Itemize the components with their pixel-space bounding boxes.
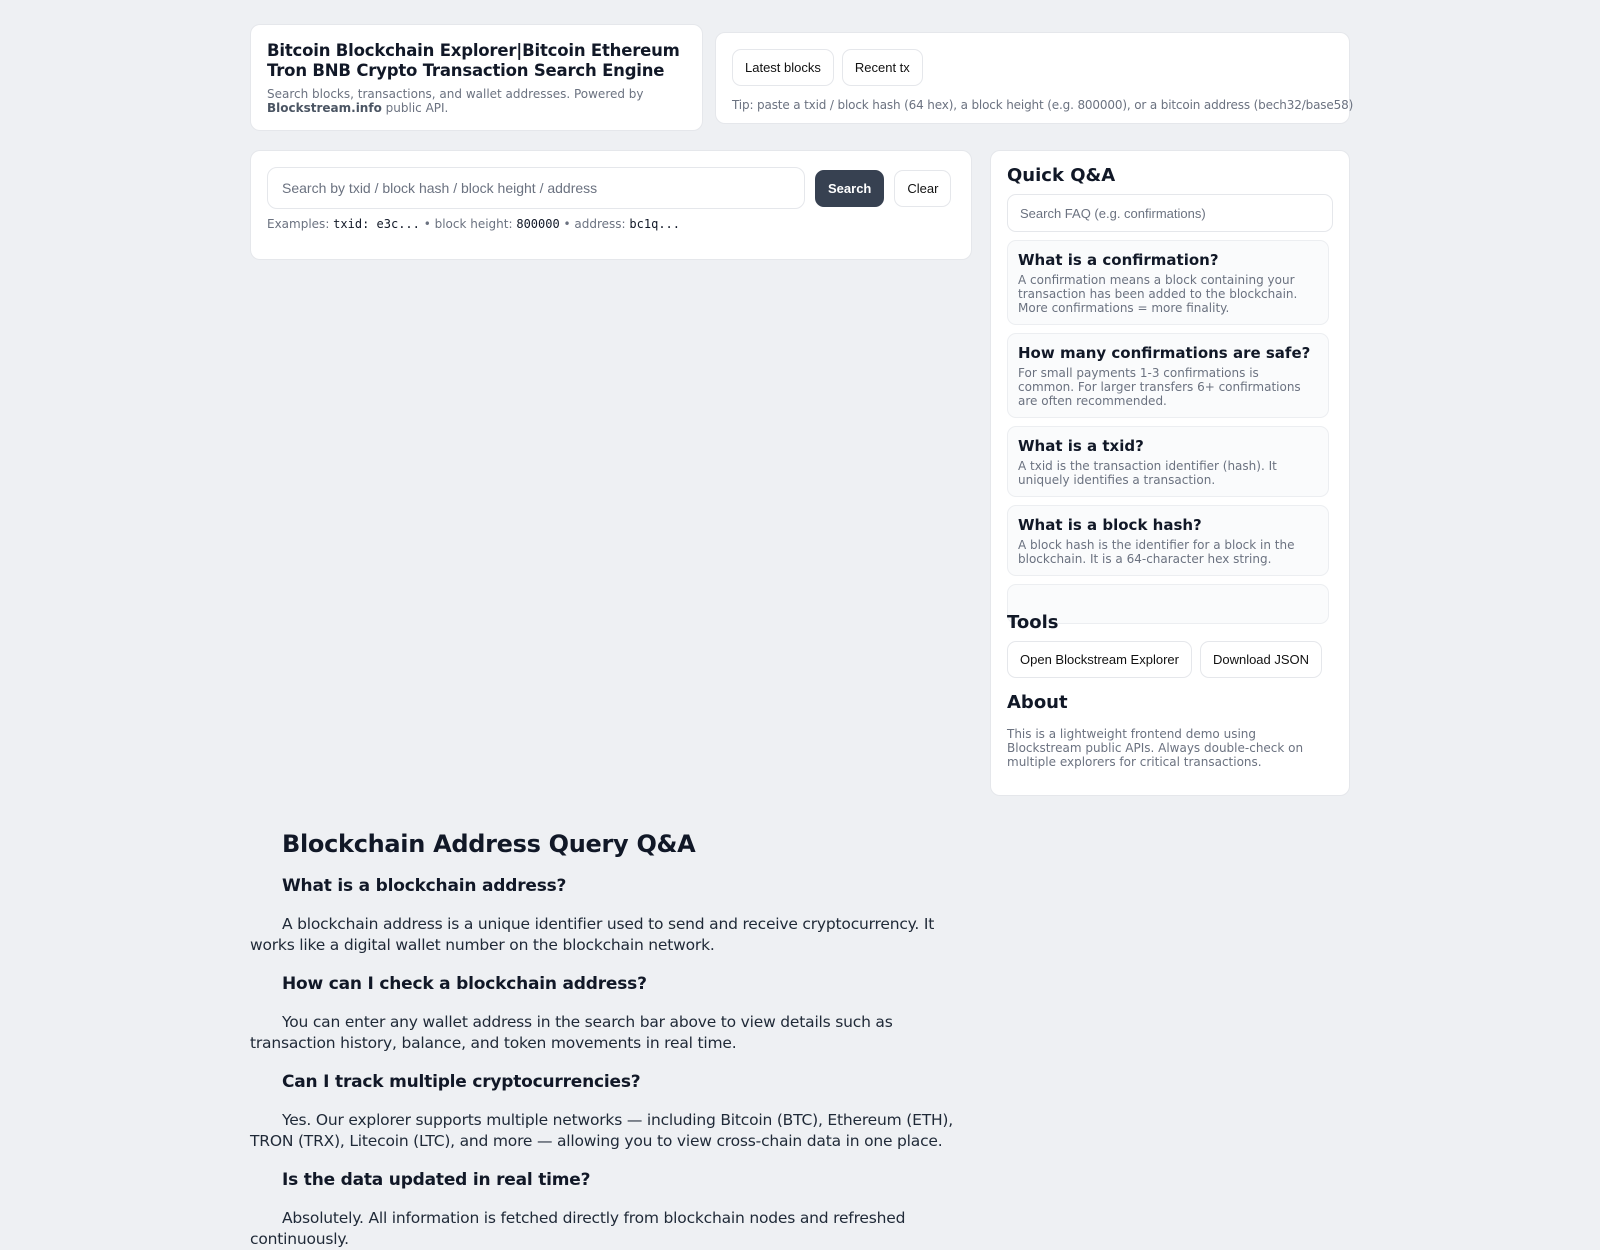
examples-sep: • address: [559, 217, 630, 231]
faq-question: What is a txid? [1018, 437, 1144, 455]
qa-article [250, 830, 972, 1250]
quick-tools-card [715, 32, 1354, 124]
faq-list[interactable] [1007, 240, 1329, 598]
example-txid: txid: e3c... [333, 217, 420, 231]
examples-label: Examples: [267, 217, 334, 231]
download-json-button[interactable]: Download JSON [1200, 641, 1322, 678]
search-examples [267, 217, 955, 231]
article-answer: Yes. Our explorer supports multiple networks — including Bitcoin (BTC), Ethereum (ETH), TRON (TRX), Litecoin (LTC), and more — allowing you to view cross-chain data in one place. [250, 1111, 953, 1150]
recent-tx-button[interactable]: Recent tx [842, 49, 923, 86]
article-answer: You can enter any wallet address in the search bar above to view details such as transaction history, balance, and token movements in real time. [250, 1013, 893, 1052]
faq-answer: A block hash is the identifier for a block in the blockchain. It is a 64-character hex string. [1018, 538, 1295, 566]
faq-item[interactable] [1007, 426, 1329, 497]
header-card [250, 24, 703, 131]
subtitle-text: Search blocks, transactions, and wallet addresses. Powered by [267, 87, 644, 101]
brand-name: Blockstream.info [267, 101, 382, 115]
article-question: Can I track multiple cryptocurrencies? [282, 1072, 641, 1092]
article-answer: Absolutely. All information is fetched directly from blockchain nodes and refreshed continuously. [250, 1209, 906, 1248]
latest-blocks-button[interactable]: Latest blocks [732, 49, 834, 86]
faq-search-input[interactable] [1007, 194, 1333, 232]
search-button[interactable]: Search [815, 170, 884, 207]
open-explorer-button[interactable]: Open Blockstream Explorer [1007, 641, 1192, 678]
page-title: Bitcoin Blockchain Explorer|Bitcoin Ethereum Tron BNB Crypto Transaction Search Engine [267, 41, 680, 80]
faq-answer: For small payments 1-3 confirmations is common. For larger transfers 6+ confirmations are often recommended. [1018, 366, 1301, 408]
clear-button[interactable]: Clear [894, 170, 951, 207]
subtitle-suffix: public API. [381, 101, 449, 115]
search-tip: Tip: paste a txid / block hash (64 hex), a block height (e.g. 800000), or a bitcoin address (bech32/base58) [732, 98, 1354, 112]
faq-item[interactable] [1007, 240, 1329, 325]
page-subtitle [267, 87, 686, 115]
faq-answer: A confirmation means a block containing your transaction has been added to the blockchain. More confirmations = more finality. [1018, 273, 1298, 315]
faq-item[interactable] [1007, 333, 1329, 418]
sidebar-card [990, 150, 1350, 796]
article-question: How can I check a blockchain address? [282, 974, 647, 994]
faq-question: What is a confirmation? [1018, 251, 1219, 269]
faq-question: How many confirmations are safe? [1018, 344, 1311, 362]
search-input[interactable] [267, 167, 805, 209]
faq-item[interactable] [1007, 505, 1329, 576]
about-text: This is a lightweight frontend demo using Blockstream public APIs. Always double-check on multiple explorers for critical transactions. [1007, 727, 1304, 769]
faq-question: What is a block hash? [1018, 516, 1202, 534]
about-title: About [1007, 692, 1068, 713]
faq-answer: A txid is the transaction identifier (hash). It uniquely identifies a transaction. [1018, 459, 1277, 487]
examples-sep: • block height: [419, 217, 517, 231]
article-title: Blockchain Address Query Q&A [282, 830, 696, 858]
quick-qa-title: Quick Q&A [1007, 165, 1116, 186]
article-answer: A blockchain address is a unique identifier used to send and receive cryptocurrency. It works like a digital wallet number on the blockchain network. [250, 915, 935, 954]
tools-title: Tools [1007, 612, 1059, 633]
article-question: Is the data updated in real time? [282, 1170, 591, 1190]
search-card [250, 150, 972, 260]
example-height: 800000 [516, 217, 560, 231]
example-address: bc1q... [629, 217, 680, 231]
article-question: What is a blockchain address? [282, 876, 567, 896]
